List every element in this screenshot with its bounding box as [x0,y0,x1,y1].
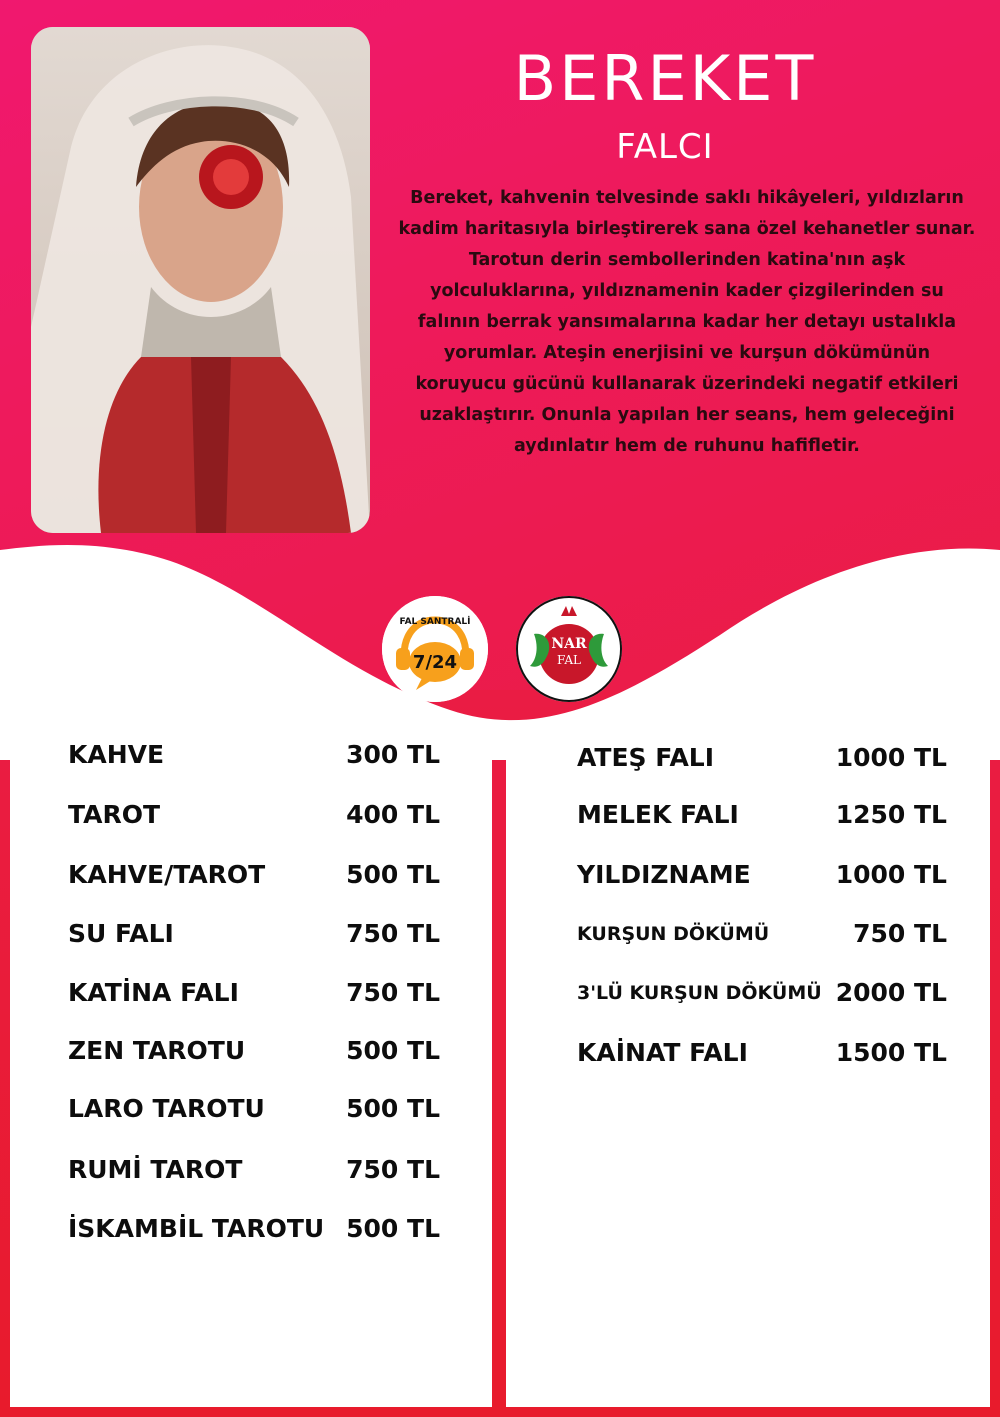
list-item [68,800,440,834]
service-price: 750 TL [346,978,440,1007]
service-name: KATİNA FALI [68,978,239,1007]
list-item [577,919,947,953]
list-item [577,978,947,1012]
service-name: ATEŞ FALI [577,743,715,772]
service-name: LARO TAROTU [68,1094,265,1123]
service-price: 1000 TL [835,860,947,889]
service-name: RUMİ TAROT [68,1155,243,1184]
list-item [577,800,947,834]
page-title: BEREKET [513,42,817,115]
list-item [68,919,440,953]
list-item [577,743,947,777]
service-name: SU FALI [68,919,174,948]
service-price: 500 TL [346,1214,440,1243]
service-price: 1500 TL [835,1038,947,1067]
list-item [68,978,440,1012]
service-name: KAHVE/TAROT [68,860,266,889]
nar-fal-line2: FAL [557,653,581,667]
list-item [68,740,440,774]
fal-santrali-logo [382,596,488,702]
fal-santrali-center-text: 7/24 [412,652,458,673]
list-item [68,1155,440,1189]
service-name: YILDIZNAME [577,860,751,889]
description-text: Bereket, kahvenin telvesinde saklı hikâyeleri, yıldızların kadim haritasıyla birleştirerek sana özel kehanetler sunar. Tarotun derin sembollerinden katina'nın aşk yolculuklarına, yıldıznamenin kader çizgilerinden su falının berrak yansımalarına kadar her detayı ustalıkla yorumlar. Ateşin enerjisini ve kurşun dökümünün koruyucu gücünü kullanarak üzerindeki negatif etkileri uzaklaştırır. Onunla yapılan her seans, hem geleceğini aydınlatır hem de ruhunu hafifletir. [398,188,976,456]
portrait-illustration [31,27,370,533]
list-item [68,1214,440,1248]
service-price: 750 TL [346,919,440,948]
wave-divider [0,540,1000,760]
service-name: KURŞUN DÖKÜMÜ [577,923,770,945]
service-name: ZEN TAROTU [68,1036,246,1065]
service-name: İSKAMBİL TAROTU [68,1214,325,1243]
page-subtitle: FALCI [616,127,714,167]
service-name: MELEK FALI [577,800,739,829]
service-price: 1000 TL [835,743,947,772]
service-price: 750 TL [853,919,947,948]
service-name: 3'LÜ KURŞUN DÖKÜMÜ [577,982,822,1004]
fal-santrali-top-text: FAL SANTRALİ [399,617,471,627]
list-item [68,1036,440,1070]
service-price: 500 TL [346,1036,440,1065]
service-price: 500 TL [346,1094,440,1123]
service-price: 1250 TL [835,800,947,829]
service-name: KAHVE [68,740,165,769]
service-price: 750 TL [346,1155,440,1184]
service-price: 2000 TL [835,978,947,1007]
service-name: TAROT [68,800,161,829]
fortune-teller-portrait [31,27,370,533]
nar-fal-logo [516,596,622,702]
list-item [68,860,440,894]
service-price: 300 TL [346,740,440,769]
list-item [577,1038,947,1072]
list-item [577,860,947,894]
service-price: 500 TL [346,860,440,889]
service-price: 400 TL [346,800,440,829]
service-name: KAİNAT FALI [577,1038,748,1067]
nar-fal-line1: NAR [551,636,587,652]
list-item [68,1094,440,1128]
